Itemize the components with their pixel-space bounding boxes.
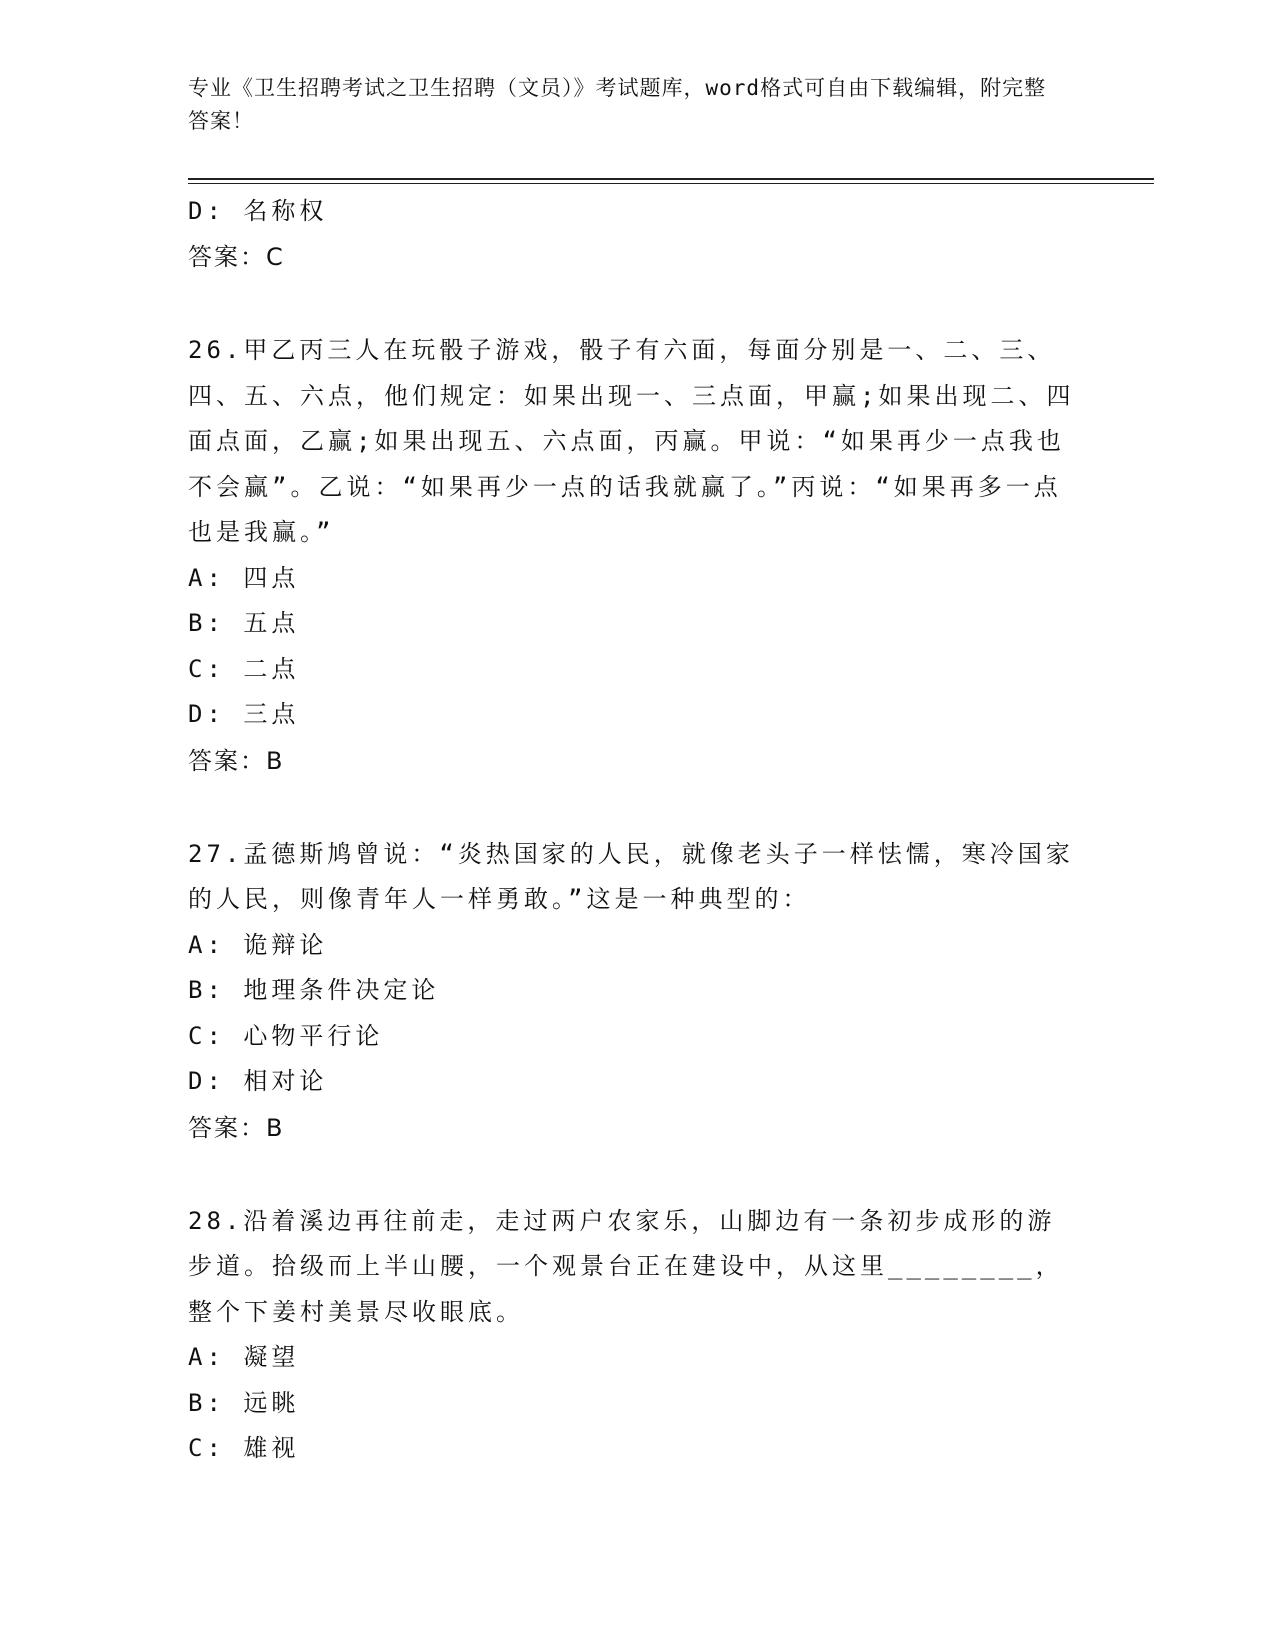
question-26-option-d: D: 三点 xyxy=(188,700,300,728)
question-27 xyxy=(188,832,1078,1151)
question-content xyxy=(188,188,1078,1472)
prev-option-d: D: 名称权 xyxy=(188,197,328,225)
header-rule-thick xyxy=(188,178,1154,180)
prev-answer: 答案：C xyxy=(188,243,285,271)
question-26-text: 26.甲乙丙三人在玩骰子游戏，骰子有六面，每面分别是一、二、三、四、五、六点，他们规定：如果出现一、三点面，甲赢;如果出现二、四面点面，乙赢;如果出现五、六点面，丙赢。甲说：“如果再少一点我也不会赢”。乙说：“如果再少一点的话我就赢了。”丙说：“如果再多一点也是我赢。” xyxy=(188,336,1075,546)
question-26-option-a: A: 四点 xyxy=(188,563,300,592)
question-28-text: 28.沿着溪边再往前走，走过两户农家乐，山脚边有一条初步成形的游步道。拾级而上半山腰，一个观景台正在建设中，从这里________，整个下姜村美景尽收眼底。 xyxy=(188,1206,1064,1326)
question-27-option-a: A: 诡辩论 xyxy=(188,930,328,959)
question-27-answer: 答案：B xyxy=(188,1113,285,1142)
question-28-option-b: B: 远眺 xyxy=(188,1388,300,1417)
header-rule-thin xyxy=(188,183,1154,184)
question-28-option-c: C: 雄视 xyxy=(188,1434,300,1462)
question-28-option-a: A: 凝望 xyxy=(188,1343,300,1371)
question-26-answer: 答案：B xyxy=(188,746,285,775)
question-26-option-b: B: 五点 xyxy=(188,609,300,637)
question-27-text: 27.孟德斯鸠曾说：“炎热国家的人民，就像老头子一样怯懦，寒冷国家的人民，则像青年人一样勇敢。”这是一种典型的： xyxy=(188,839,1074,913)
question-28 xyxy=(188,1199,1078,1472)
question-27-option-b: B: 地理条件决定论 xyxy=(188,976,440,1004)
question-27-option-c: C: 心物平行论 xyxy=(188,1021,384,1050)
question-26-option-c: C: 二点 xyxy=(188,654,300,683)
document-header: 专业《卫生招聘考试之卫生招聘（文员）》考试题库，word格式可自由下载编辑，附完整答案！ xyxy=(188,76,1047,133)
question-27-option-d: D: 相对论 xyxy=(188,1067,328,1095)
question-26 xyxy=(188,328,1078,784)
